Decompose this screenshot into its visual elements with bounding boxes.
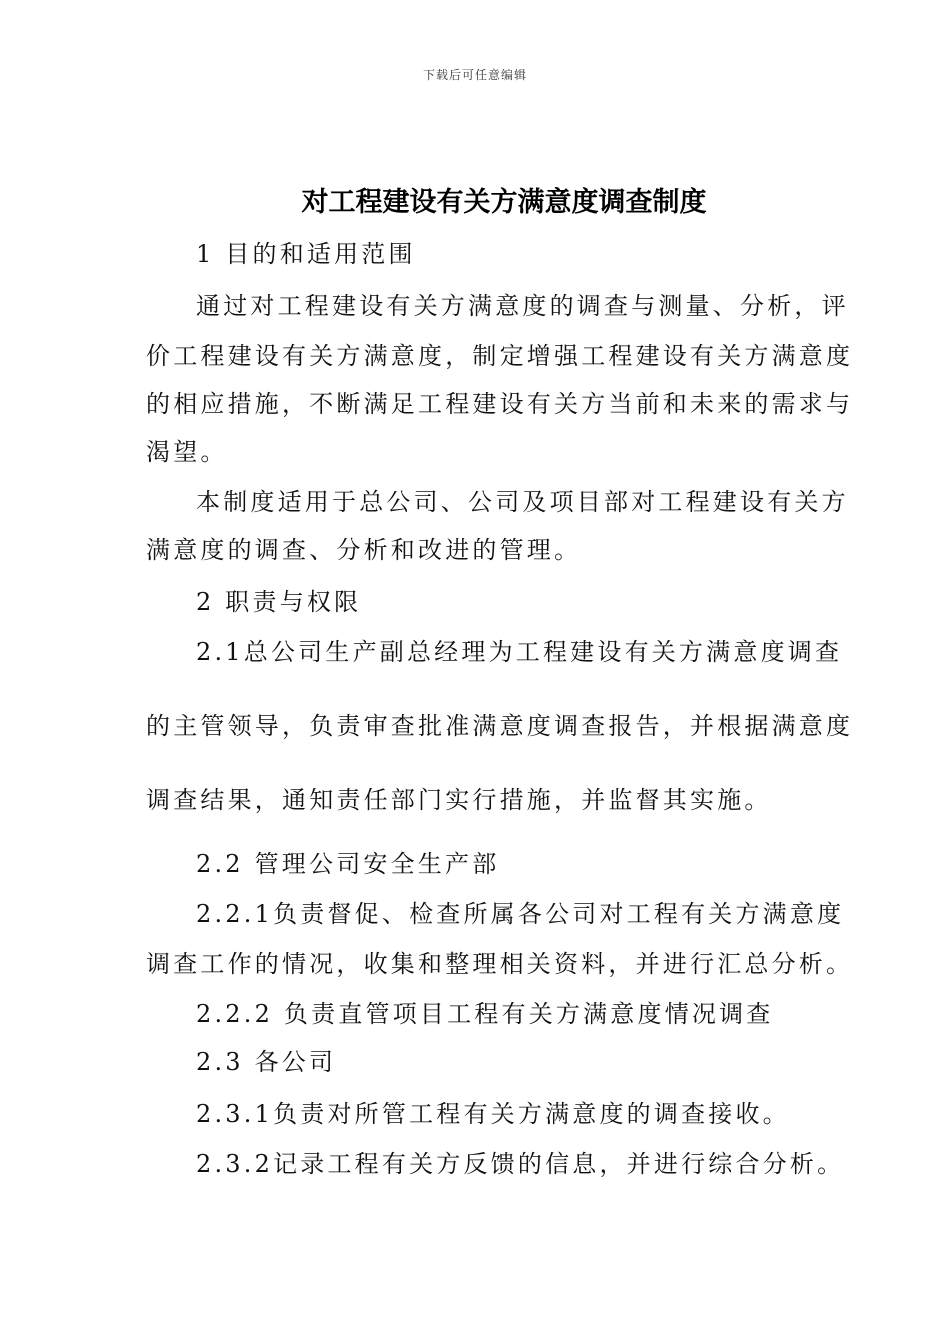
paragraph-line: 2.2.1负责督促、检查所属各公司对工程有关方满意度 [196, 900, 845, 928]
paragraph-line: 满意度的调查、分析和改进的管理。 [146, 536, 582, 564]
paragraph-line: 本制度适用于总公司、公司及项目部对工程建设有关方 [196, 488, 849, 516]
paragraph-line: 2.3.1负责对所管工程有关方满意度的调查接收。 [196, 1100, 790, 1128]
document-title: 对工程建设有关方满意度调查制度 [301, 187, 707, 218]
section-1-heading: 1 目的和适用范围 [196, 240, 416, 268]
paragraph-line: 的相应措施，不断满足工程建设有关方当前和未来的需求与 [146, 390, 854, 418]
section-2-heading: 2 职责与权限 [196, 588, 362, 616]
paragraph-line: 的主管领导，负责审查批准满意度调查报告，并根据满意度 [146, 712, 854, 740]
paragraph-line: 价工程建设有关方满意度，制定增强工程建设有关方满意度 [146, 342, 854, 370]
paragraph-line: 通过对工程建设有关方满意度的调查与测量、分析，评 [196, 292, 849, 320]
paragraph-line: 渴望。 [146, 438, 228, 466]
paragraph-line: 调查工作的情况，收集和整理相关资料，并进行汇总分析。 [146, 950, 854, 978]
subsection-heading: 2.3 各公司 [196, 1048, 337, 1076]
paragraph-line: 2.1总公司生产副总经理为工程建设有关方满意度调查 [196, 638, 843, 666]
paragraph-line: 2.3.2记录工程有关方反馈的信息，并进行综合分析。 [196, 1150, 845, 1178]
subsection-heading: 2.2 管理公司安全生产部 [196, 850, 500, 878]
paragraph-line: 调查结果，通知责任部门实行措施，并监督其实施。 [146, 786, 772, 814]
paragraph-line: 2.2.2 负责直管项目工程有关方满意度情况调查 [196, 1000, 774, 1028]
header-note: 下载后可任意编辑 [422, 68, 527, 82]
